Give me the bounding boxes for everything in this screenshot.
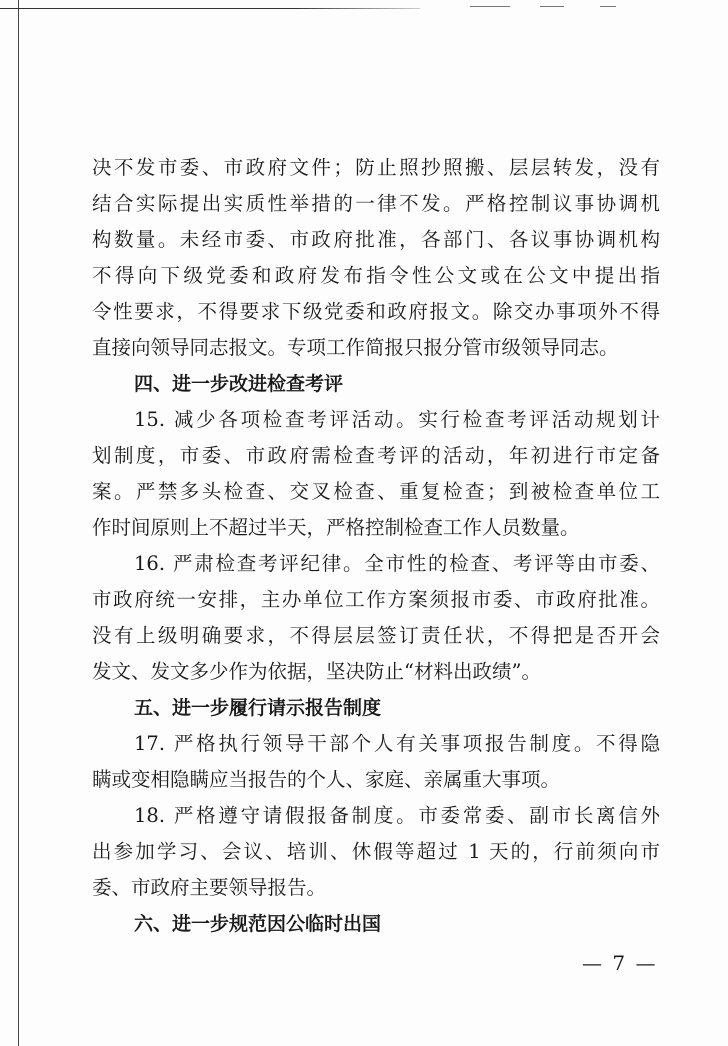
section-heading: 五、进一步履行请示报告制度 — [134, 697, 382, 719]
item-15-line: 划制度，市委、市政府需检查考评的活动，年初进行市定备 — [92, 444, 660, 467]
scan-edge-left — [18, 0, 19, 1046]
item-16-line: 发文、发文多少作为依据，坚决防止“材料出政绩”。 — [92, 660, 541, 683]
page-number: — 7 — — [582, 951, 658, 975]
scan-mark — [470, 6, 510, 7]
section-heading: 四、进一步改进检查考评 — [134, 373, 344, 395]
body-line: 结合实际提出实质性举措的一律不发。严格控制议事协调机 — [92, 192, 660, 215]
item-18-line: 18. 严格遵守请假报备制度。市委常委、副市长离信外 — [134, 804, 660, 827]
item-18-line: 出参加学习、会议、培训、休假等超过 1 天的，行前须向市 — [92, 840, 660, 863]
item-15-line: 15. 减少各项检查考评活动。实行检查考评活动规划计 — [134, 408, 660, 431]
scan-mark — [600, 6, 616, 7]
body-line: 构数量。未经市委、市政府批准，各部门、各议事协调机构 — [92, 228, 660, 251]
item-16-line: 市政府统一安排，主办单位工作方案须报市委、市政府批准。 — [92, 588, 660, 611]
section-heading: 六、进一步规范因公临时出国 — [134, 913, 382, 935]
item-17-line: 瞒或变相隐瞒应当报告的个人、家庭、亲属重大事项。 — [92, 768, 561, 791]
item-16-line: 16. 严肃检查考评纪律。全市性的检查、考评等由市委、 — [134, 552, 660, 575]
item-15-line: 作时间原则上不超过半天，严格控制检查工作人员数量。 — [92, 516, 580, 539]
scan-mark — [540, 6, 564, 7]
body-line: 决不发市委、市政府文件；防止照抄照搬、层层转发，没有 — [92, 156, 660, 179]
scan-edge-top — [0, 8, 420, 9]
body-line: 直接向领导同志报文。专项工作简报只报分管市级领导同志。 — [92, 336, 619, 359]
body-line: 不得向下级党委和政府发布指令性公文或在公文中提出指 — [92, 264, 660, 287]
item-15-line: 案。严禁多头检查、交叉检查、重复检查；到被检查单位工 — [92, 480, 660, 503]
item-18-line: 委、市政府主要领导报告。 — [92, 876, 327, 899]
document-body — [92, 150, 660, 942]
item-17-line: 17. 严格执行领导干部个人有关事项报告制度。不得隐 — [134, 732, 660, 755]
body-line: 令性要求，不得要求下级党委和政府报文。除交办事项外不得 — [92, 300, 660, 323]
item-16-line: 没有上级明确要求，不得层层签订责任状，不得把是否开会 — [92, 624, 660, 647]
